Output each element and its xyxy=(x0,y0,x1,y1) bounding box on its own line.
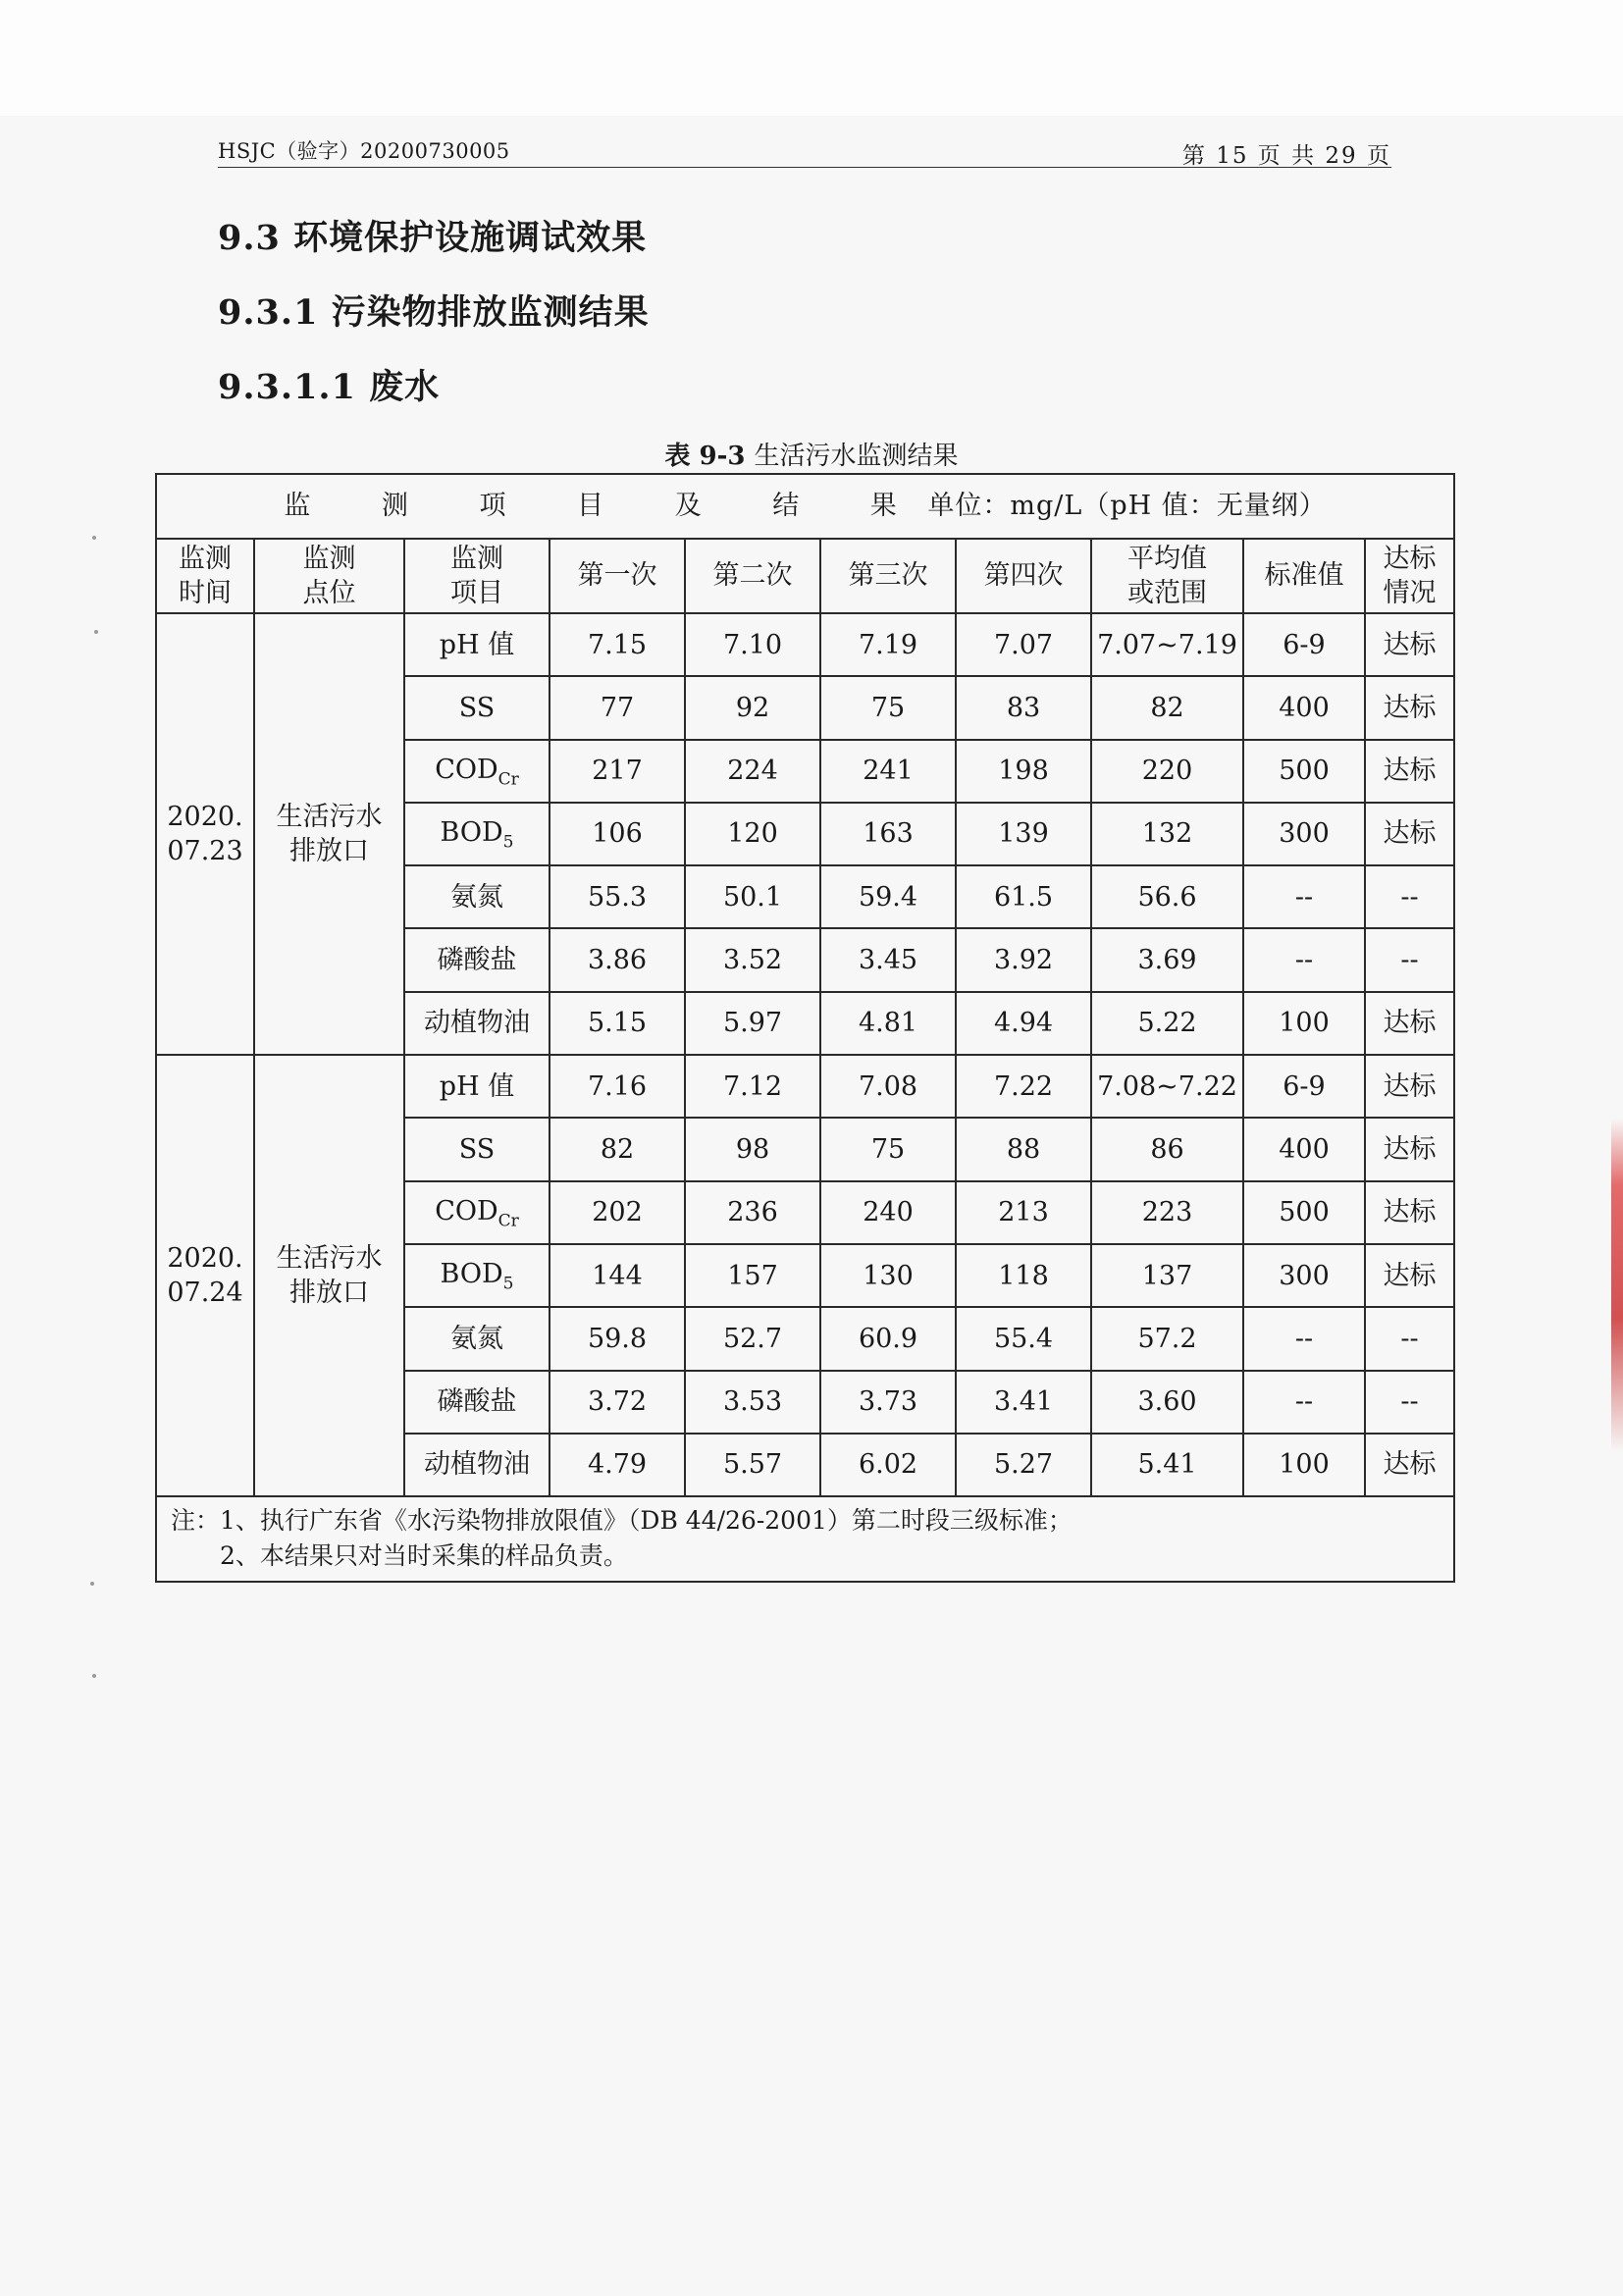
avg-cell: 86 xyxy=(1091,1118,1243,1180)
status-cell: 达标 xyxy=(1365,1244,1454,1307)
status-cell: -- xyxy=(1365,865,1454,928)
wastewater-results-table xyxy=(155,473,1455,1583)
avg-cell: 82 xyxy=(1091,676,1243,739)
v3-cell: 59.4 xyxy=(820,865,956,928)
unit-label: 监 测 项 目 及 结 果 xyxy=(284,491,918,522)
v4-cell: 118 xyxy=(956,1244,1091,1307)
col-header-r1: 第一次 xyxy=(550,539,685,613)
unit-value: 单位：mg/L（pH 值：无量纲） xyxy=(927,491,1327,522)
item-cell: $BOD_5$ xyxy=(404,803,550,865)
item-cell: pH 值 xyxy=(404,613,550,676)
status-cell: 达标 xyxy=(1365,1181,1454,1244)
col-header-status: 达标 情况 xyxy=(1365,539,1454,613)
col-header-std: 标准值 xyxy=(1243,539,1365,613)
scan-speck xyxy=(94,630,98,634)
v4-cell: 198 xyxy=(956,740,1091,803)
note-2: 2、本结果只对当时采集的样品负责。 xyxy=(220,1541,628,1571)
v1-cell: 4.79 xyxy=(550,1434,685,1496)
v3-cell: 75 xyxy=(820,676,956,739)
item-cell: 氨氮 xyxy=(404,1307,550,1370)
avg-cell: 132 xyxy=(1091,803,1243,865)
scan-speck xyxy=(92,536,96,540)
std-cell: 100 xyxy=(1243,1434,1365,1496)
header-row xyxy=(156,539,1454,613)
v4-cell: 88 xyxy=(956,1118,1091,1180)
std-cell: 300 xyxy=(1243,803,1365,865)
table-row xyxy=(156,613,1454,676)
section-heading-9-3-1-1: 9.3.1.1 废水 xyxy=(218,367,441,407)
v3-cell: 3.45 xyxy=(820,928,956,991)
avg-cell: 223 xyxy=(1091,1181,1243,1244)
v3-cell: 75 xyxy=(820,1118,956,1180)
v2-cell: 52.7 xyxy=(685,1307,820,1370)
status-cell: 达标 xyxy=(1365,992,1454,1055)
status-cell: 达标 xyxy=(1365,1055,1454,1118)
std-cell: -- xyxy=(1243,1371,1365,1434)
v1-cell: 202 xyxy=(550,1181,685,1244)
col-header-avg: 平均值 或范围 xyxy=(1091,539,1243,613)
v1-cell: 144 xyxy=(550,1244,685,1307)
std-cell: 100 xyxy=(1243,992,1365,1055)
v1-cell: 55.3 xyxy=(550,865,685,928)
v3-cell: 4.81 xyxy=(820,992,956,1055)
avg-cell: 7.07~7.19 xyxy=(1091,613,1243,676)
note-1: 注：1、执行广东省《水污染物排放限值》（DB 44/26-2001）第二时段三级标准； xyxy=(171,1506,1073,1536)
section-heading-9-3: 9.3 环境保护设施调试效果 xyxy=(218,218,648,258)
v2-cell: 120 xyxy=(685,803,820,865)
item-cell: SS xyxy=(404,676,550,739)
status-cell: 达标 xyxy=(1365,1434,1454,1496)
v2-cell: 157 xyxy=(685,1244,820,1307)
v2-cell: 5.57 xyxy=(685,1434,820,1496)
unit-row xyxy=(156,474,1454,539)
v1-cell: 3.72 xyxy=(550,1371,685,1434)
v2-cell: 3.53 xyxy=(685,1371,820,1434)
avg-cell: 57.2 xyxy=(1091,1307,1243,1370)
item-cell: $COD_{Cr}$ xyxy=(404,1181,550,1244)
col-header-item: 监测 项目 xyxy=(404,539,550,613)
avg-cell: 5.41 xyxy=(1091,1434,1243,1496)
std-cell: 400 xyxy=(1243,1118,1365,1180)
v3-cell: 7.08 xyxy=(820,1055,956,1118)
v1-cell: 5.15 xyxy=(550,992,685,1055)
col-header-location: 监测 点位 xyxy=(254,539,404,613)
seal-stamp-fragment xyxy=(1611,1119,1623,1452)
unit-cell xyxy=(156,474,1454,539)
header-rule xyxy=(218,167,1391,168)
scan-speck xyxy=(92,1674,96,1678)
v1-cell: 59.8 xyxy=(550,1307,685,1370)
std-cell: -- xyxy=(1243,1307,1365,1370)
notes-row xyxy=(156,1496,1454,1582)
v1-cell: 82 xyxy=(550,1118,685,1180)
document-id: HSJC（验字）20200730005 xyxy=(218,139,510,163)
v1-cell: 106 xyxy=(550,803,685,865)
page-info: 第 15 页 共 29 页 xyxy=(1181,143,1391,169)
v4-cell: 83 xyxy=(956,676,1091,739)
status-cell: 达标 xyxy=(1365,740,1454,803)
v1-cell: 7.15 xyxy=(550,613,685,676)
std-cell: 400 xyxy=(1243,676,1365,739)
v4-cell: 55.4 xyxy=(956,1307,1091,1370)
v2-cell: 50.1 xyxy=(685,865,820,928)
status-cell: 达标 xyxy=(1365,1118,1454,1180)
location-cell: 生活污水 排放口 xyxy=(254,1055,404,1496)
status-cell: 达标 xyxy=(1365,676,1454,739)
v2-cell: 7.12 xyxy=(685,1055,820,1118)
v2-cell: 92 xyxy=(685,676,820,739)
avg-cell: 7.08~7.22 xyxy=(1091,1055,1243,1118)
status-cell: -- xyxy=(1365,1371,1454,1434)
v3-cell: 240 xyxy=(820,1181,956,1244)
item-cell: 磷酸盐 xyxy=(404,928,550,991)
std-cell: 6-9 xyxy=(1243,1055,1365,1118)
table-caption-number: 表 9-3 xyxy=(664,442,746,471)
date-cell: 2020. 07.24 xyxy=(156,1055,254,1496)
avg-cell: 220 xyxy=(1091,740,1243,803)
item-cell: SS xyxy=(404,1118,550,1180)
v2-cell: 3.52 xyxy=(685,928,820,991)
v3-cell: 6.02 xyxy=(820,1434,956,1496)
item-cell: $BOD_5$ xyxy=(404,1244,550,1307)
avg-cell: 3.69 xyxy=(1091,928,1243,991)
v4-cell: 3.92 xyxy=(956,928,1091,991)
v3-cell: 241 xyxy=(820,740,956,803)
avg-cell: 137 xyxy=(1091,1244,1243,1307)
item-cell: 氨氮 xyxy=(404,865,550,928)
col-header-r2: 第二次 xyxy=(685,539,820,613)
col-header-r3: 第三次 xyxy=(820,539,956,613)
v4-cell: 213 xyxy=(956,1181,1091,1244)
v1-cell: 77 xyxy=(550,676,685,739)
scan-speck xyxy=(90,1582,94,1586)
v4-cell: 3.41 xyxy=(956,1371,1091,1434)
item-cell: $COD_{Cr}$ xyxy=(404,740,550,803)
v2-cell: 236 xyxy=(685,1181,820,1244)
item-cell: 磷酸盐 xyxy=(404,1371,550,1434)
table-row xyxy=(156,1055,1454,1118)
section-heading-9-3-1: 9.3.1 污染物排放监测结果 xyxy=(218,292,650,333)
std-cell: -- xyxy=(1243,865,1365,928)
v2-cell: 5.97 xyxy=(685,992,820,1055)
item-cell: pH 值 xyxy=(404,1055,550,1118)
v4-cell: 61.5 xyxy=(956,865,1091,928)
v3-cell: 60.9 xyxy=(820,1307,956,1370)
location-cell: 生活污水 排放口 xyxy=(254,613,404,1055)
v3-cell: 130 xyxy=(820,1244,956,1307)
v3-cell: 163 xyxy=(820,803,956,865)
v4-cell: 4.94 xyxy=(956,992,1091,1055)
v3-cell: 3.73 xyxy=(820,1371,956,1434)
v4-cell: 7.07 xyxy=(956,613,1091,676)
col-header-r4: 第四次 xyxy=(956,539,1091,613)
v2-cell: 224 xyxy=(685,740,820,803)
v1-cell: 217 xyxy=(550,740,685,803)
v4-cell: 139 xyxy=(956,803,1091,865)
col-header-time: 监测 时间 xyxy=(156,539,254,613)
item-cell: 动植物油 xyxy=(404,992,550,1055)
avg-cell: 3.60 xyxy=(1091,1371,1243,1434)
notes-cell xyxy=(156,1496,1454,1582)
item-cell: 动植物油 xyxy=(404,1434,550,1496)
v1-cell: 7.16 xyxy=(550,1055,685,1118)
scan-top-band xyxy=(0,0,1623,116)
std-cell: 500 xyxy=(1243,740,1365,803)
std-cell: 6-9 xyxy=(1243,613,1365,676)
status-cell: 达标 xyxy=(1365,613,1454,676)
avg-cell: 5.22 xyxy=(1091,992,1243,1055)
avg-cell: 56.6 xyxy=(1091,865,1243,928)
std-cell: -- xyxy=(1243,928,1365,991)
date-cell: 2020. 07.23 xyxy=(156,613,254,1055)
table-caption-title: 生活污水监测结果 xyxy=(754,442,959,471)
status-cell: -- xyxy=(1365,928,1454,991)
v4-cell: 5.27 xyxy=(956,1434,1091,1496)
v1-cell: 3.86 xyxy=(550,928,685,991)
v2-cell: 98 xyxy=(685,1118,820,1180)
std-cell: 300 xyxy=(1243,1244,1365,1307)
table-caption xyxy=(0,436,1623,472)
v3-cell: 7.19 xyxy=(820,613,956,676)
status-cell: -- xyxy=(1365,1307,1454,1370)
std-cell: 500 xyxy=(1243,1181,1365,1244)
v2-cell: 7.10 xyxy=(685,613,820,676)
v4-cell: 7.22 xyxy=(956,1055,1091,1118)
status-cell: 达标 xyxy=(1365,803,1454,865)
